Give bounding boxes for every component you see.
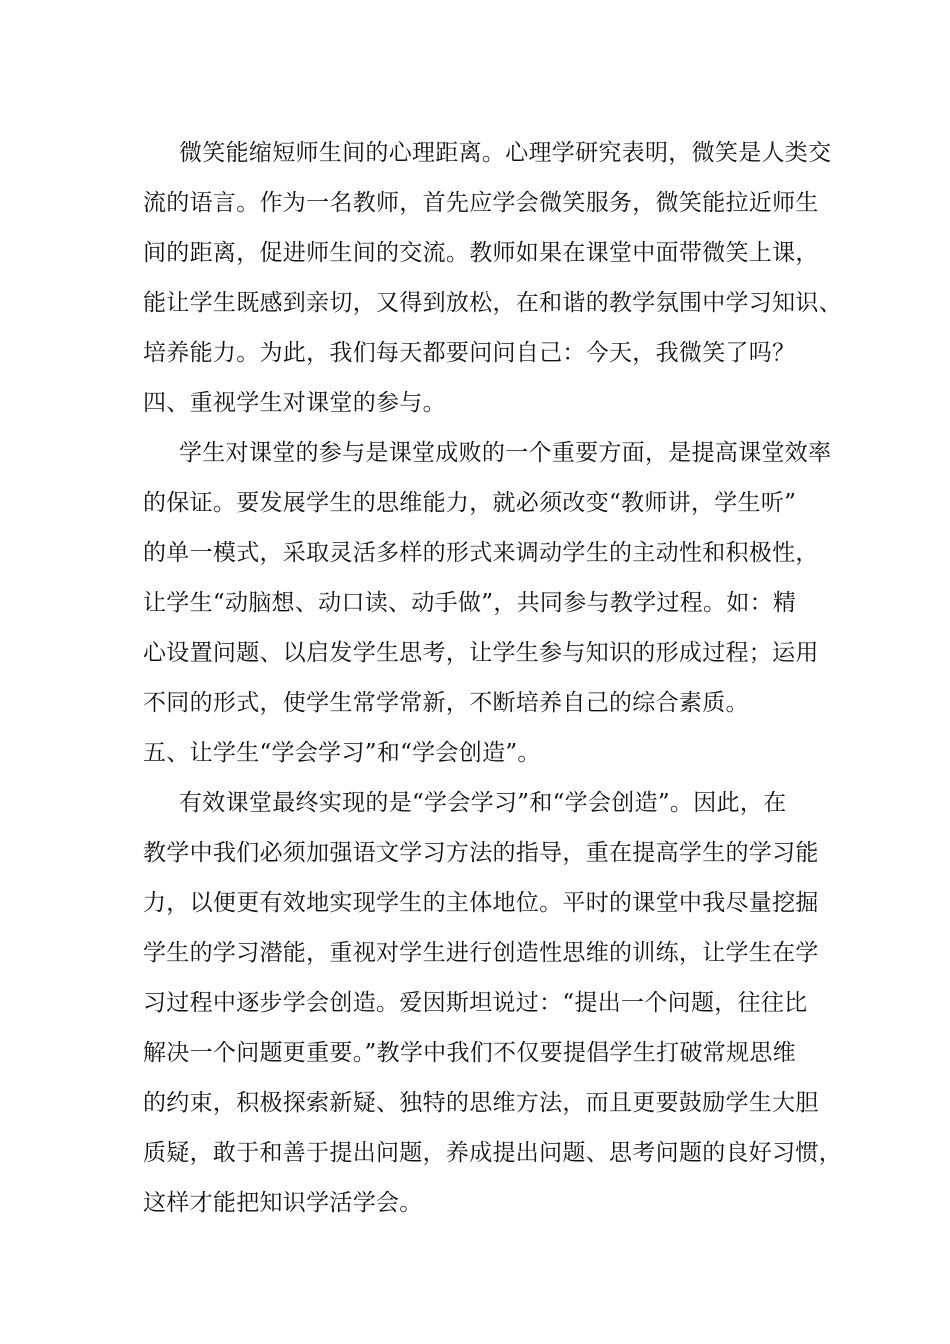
paragraph-line: 学生的学习潜能，重视对学生进行创造性思维的训练，让学生在学 xyxy=(143,940,819,966)
paragraph-line: 的单一模式，采取灵活多样的形式来调动学生的主动性和积极性， xyxy=(143,540,819,566)
paragraph-line: 解决一个问题更重要。”教学中我们不仅要提倡学生打破常规思维 xyxy=(143,1040,796,1066)
section-heading-4: 四、重视学生对课堂的参与。 xyxy=(143,390,446,416)
paragraph-line: 能让学生既感到亲切，又得到放松，在和谐的教学氛围中学习知识、 xyxy=(143,290,842,316)
section-heading-5: 五、让学生“学会学习”和“学会创造”。 xyxy=(143,740,541,766)
paragraph-learning-creating xyxy=(143,778,842,1228)
paragraph-line: 的约束，积极探索新疑、独特的思维方法，而且更要鼓励学生大胆 xyxy=(143,1090,819,1116)
paragraph-participation xyxy=(143,428,833,728)
paragraph-line: 培养能力。为此，我们每天都要问问自己：今天，我微笑了吗？ xyxy=(143,340,796,366)
paragraph-line: 间的距离，促进师生间的交流。教师如果在课堂中面带微笑上课， xyxy=(143,240,819,266)
paragraph-line: 的保证。要发展学生的思维能力，就必须改变“教师讲，学生听” xyxy=(143,490,797,516)
paragraph-smile xyxy=(143,128,842,378)
paragraph-line: 让学生“动脑想、动口读、动手做”，共同参与教学过程。如：精 xyxy=(143,590,797,616)
paragraph-line: 有效课堂最终实现的是“学会学习”和“学会创造”。因此，在 xyxy=(179,790,787,816)
paragraph-line: 质疑，敢于和善于提出问题，养成提出问题、思考问题的良好习惯， xyxy=(143,1140,842,1166)
paragraph-line: 教学中我们必须加强语文学习方法的指导，重在提高学生的学习能 xyxy=(143,840,819,866)
paragraph-line: 微笑能缩短师生间的心理距离。心理学研究表明，微笑是人类交 xyxy=(179,140,832,166)
paragraph-line: 不同的形式，使学生常学常新，不断培养自己的综合素质。 xyxy=(143,690,749,716)
document-body xyxy=(143,128,842,1228)
paragraph-line: 习过程中逐步学会创造。爱因斯坦说过：“提出一个问题，往往比 xyxy=(143,990,808,1016)
paragraph-line: 这样才能把知识学活学会。 xyxy=(143,1190,423,1216)
paragraph-line: 学生对课堂的参与是课堂成败的一个重要方面，是提高课堂效率 xyxy=(179,440,832,466)
paragraph-line: 流的语言。作为一名教师，首先应学会微笑服务，微笑能拉近师生 xyxy=(143,190,819,216)
paragraph-line: 力，以便更有效地实现学生的主体地位。平时的课堂中我尽量挖掘 xyxy=(143,890,819,916)
paragraph-line: 心设置问题、以启发学生思考，让学生参与知识的形成过程；运用 xyxy=(143,640,819,666)
